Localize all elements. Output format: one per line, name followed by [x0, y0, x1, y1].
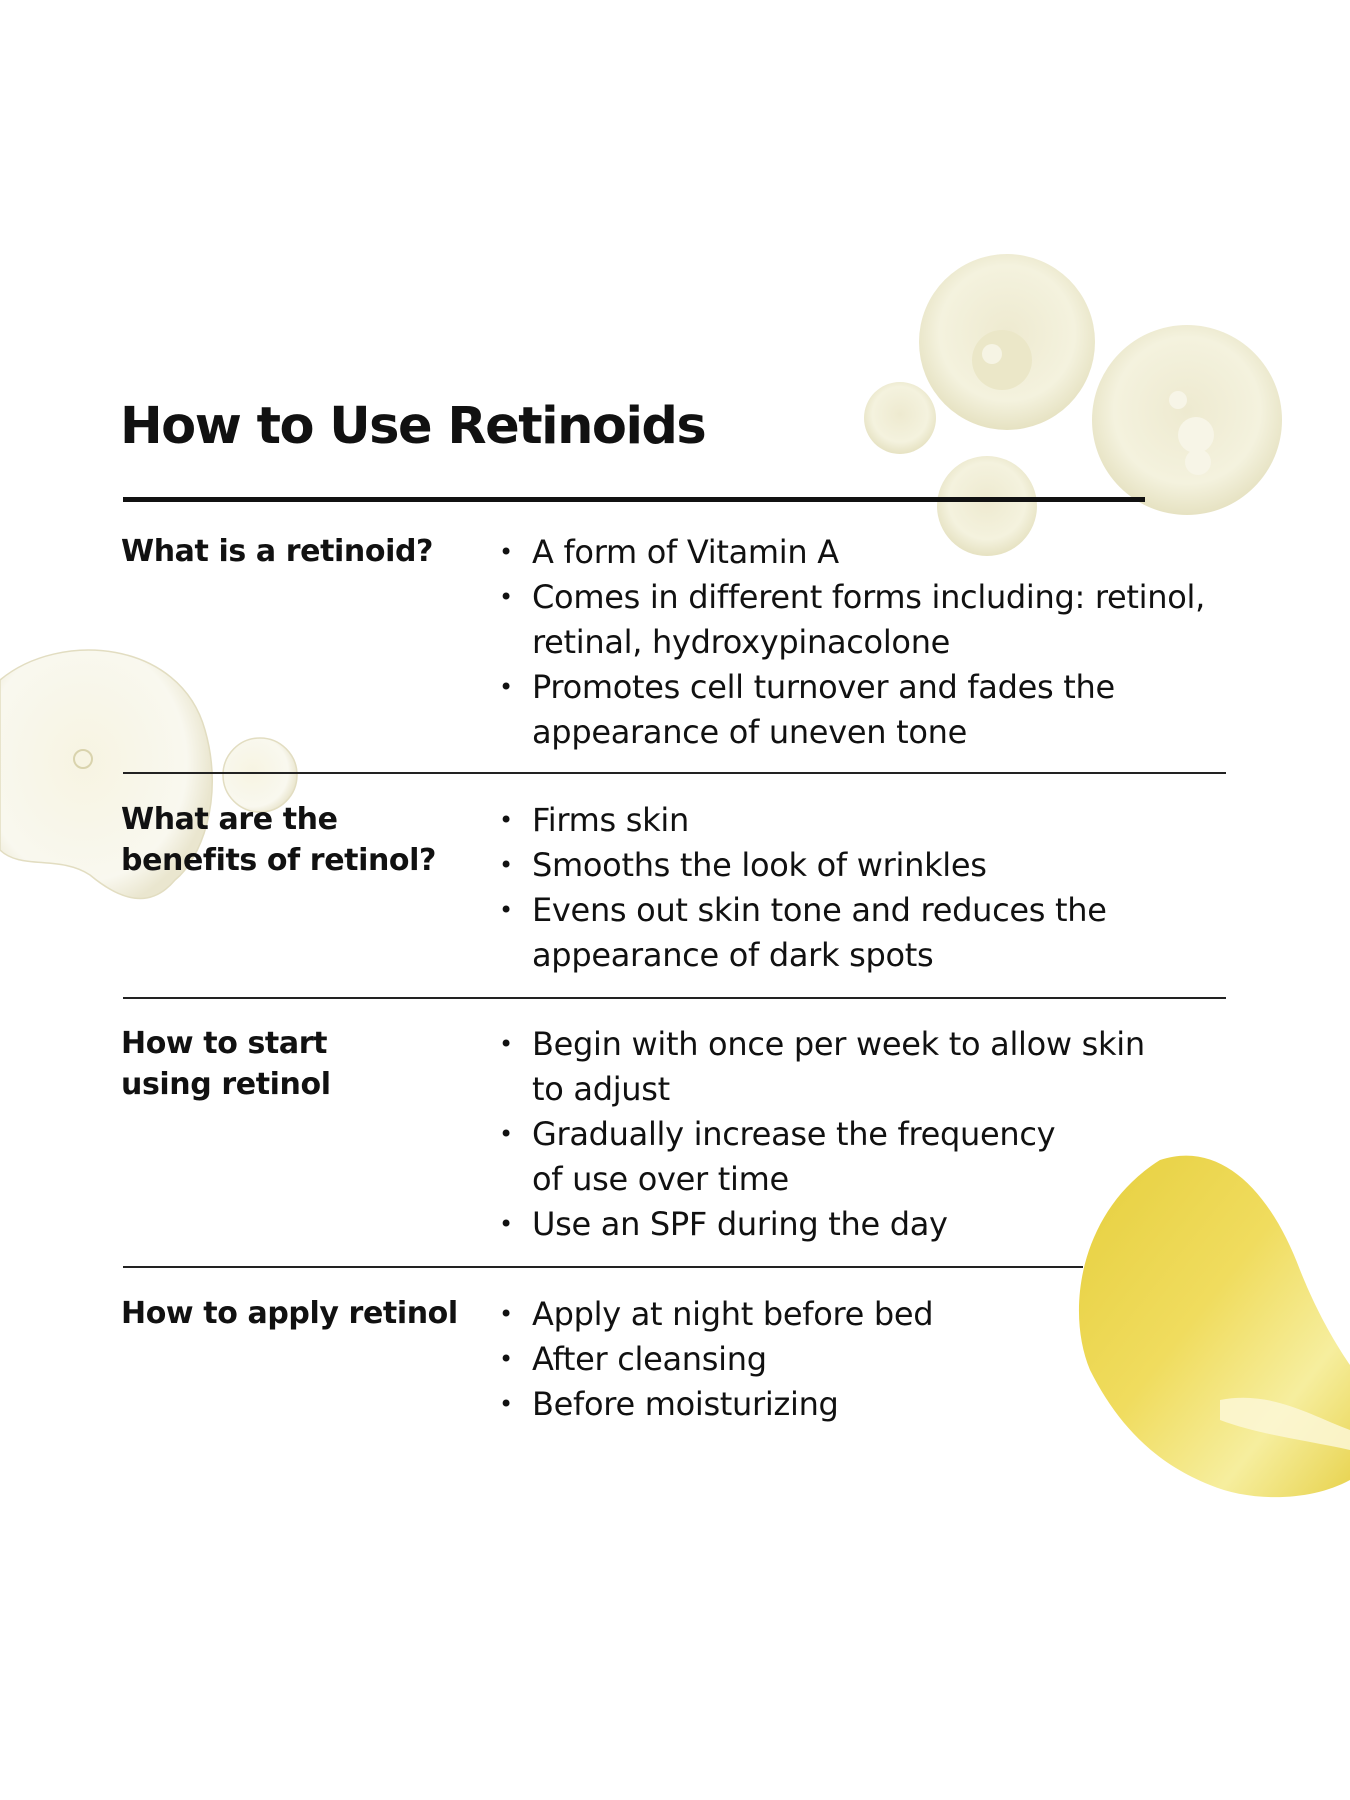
section-label: [121, 1293, 501, 1334]
bullet-dot: •: [499, 673, 513, 701]
bullet-text: Comes in different forms including: retinol,: [532, 578, 1205, 616]
section-divider: [123, 1266, 1083, 1268]
bullet-text: Begin with once per week to allow skin: [532, 1025, 1145, 1063]
bullet-list: [496, 1022, 1256, 1247]
bullet-dot: •: [499, 896, 513, 924]
bullet-list: [496, 798, 1256, 978]
bullet-text: Firms skin: [532, 801, 689, 839]
bullet-text: A form of Vitamin A: [532, 533, 839, 571]
section-label: [121, 531, 501, 572]
bullet-item: [496, 665, 1256, 755]
bullet-list: [496, 1292, 1256, 1427]
section-label-line: What are the: [121, 802, 338, 837]
bullet-text: Use an SPF during the day: [532, 1205, 948, 1243]
bullet-item: [496, 1022, 1256, 1112]
bullet-dot: •: [499, 1210, 513, 1238]
bullet-text: of use over time: [532, 1160, 789, 1198]
bullet-dot: •: [499, 1300, 513, 1328]
bullet-list: [496, 530, 1256, 755]
bullet-text: Smooths the look of wrinkles: [532, 846, 987, 884]
bullet-item: [496, 1112, 1256, 1202]
section-label-line: How to start: [121, 1026, 328, 1061]
bullet-item: [496, 888, 1256, 978]
bullet-item: [496, 530, 1256, 575]
section-label-line: benefits of retinol?: [121, 843, 437, 878]
bullet-text: After cleansing: [532, 1340, 767, 1378]
title-divider: [123, 497, 1145, 502]
bullet-text: Gradually increase the frequency: [532, 1115, 1056, 1153]
section-divider: [123, 772, 1226, 774]
bullet-dot: •: [499, 1345, 513, 1373]
bullet-dot: •: [499, 583, 513, 611]
page-title: How to Use Retinoids: [120, 397, 706, 456]
bullet-item: [496, 1202, 1256, 1247]
section-label: [121, 799, 501, 881]
bullet-dot: •: [499, 538, 513, 566]
bullet-dot: •: [499, 806, 513, 834]
bullet-item: [496, 798, 1256, 843]
bullet-dot: •: [499, 851, 513, 879]
bullet-text: Apply at night before bed: [532, 1295, 934, 1333]
section-label-line: What is a retinoid?: [121, 534, 434, 569]
bullet-text: Promotes cell turnover and fades the: [532, 668, 1115, 706]
bullet-item: [496, 1337, 1256, 1382]
bullet-text: to adjust: [532, 1070, 670, 1108]
bullet-text: appearance of dark spots: [532, 936, 934, 974]
section-label-line: How to apply retinol: [121, 1296, 458, 1331]
bullet-item: [496, 1382, 1256, 1427]
bullet-text: appearance of uneven tone: [532, 713, 967, 751]
bullet-item: [496, 1292, 1256, 1337]
section-label: [121, 1023, 501, 1105]
bullet-dot: •: [499, 1120, 513, 1148]
bullet-item: [496, 843, 1256, 888]
bullet-item: [496, 575, 1256, 665]
section-divider: [123, 997, 1226, 999]
bullet-text: Evens out skin tone and reduces the: [532, 891, 1107, 929]
cream-droplets-top-right: [860, 250, 1300, 570]
bullet-text: Before moisturizing: [532, 1385, 839, 1423]
section-label-line: using retinol: [121, 1067, 331, 1102]
bullet-text: retinal, hydroxypinacolone: [532, 623, 951, 661]
bullet-dot: •: [499, 1030, 513, 1058]
bullet-dot: •: [499, 1390, 513, 1418]
